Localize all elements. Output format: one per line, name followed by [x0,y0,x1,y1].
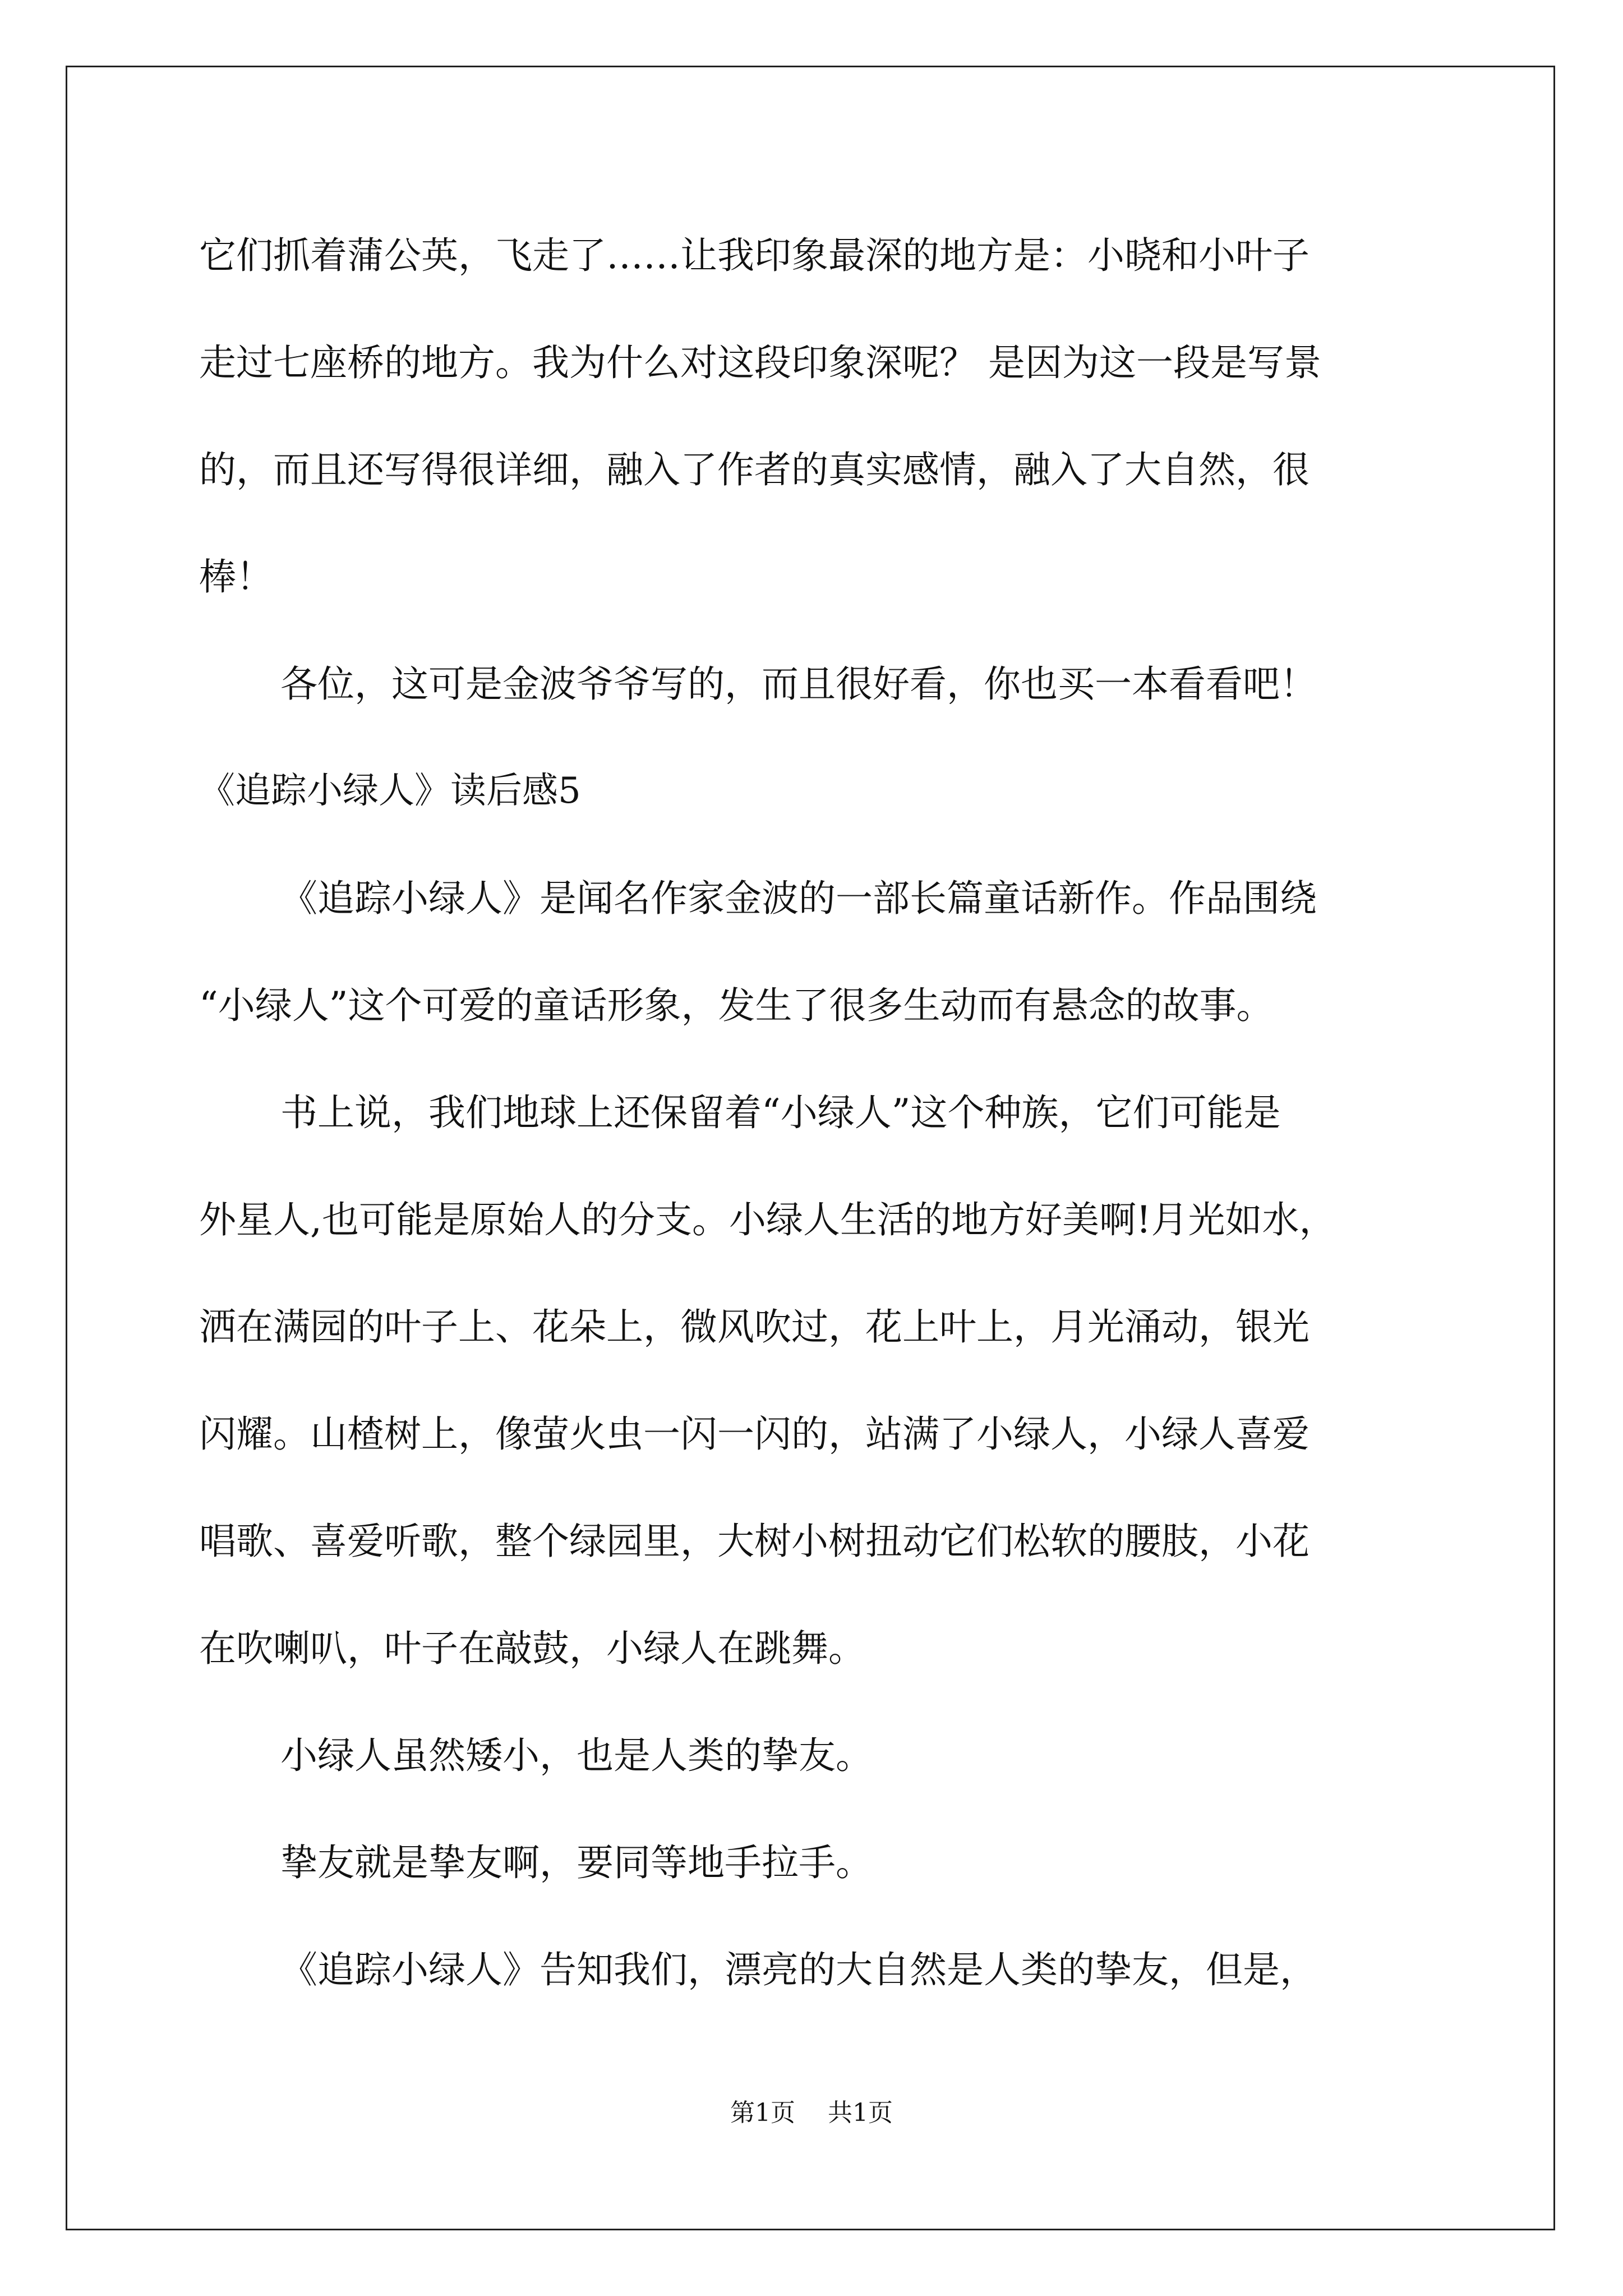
text-line-16: 挚友就是挚友啊，要同等地手拉手。 [280,1841,873,1884]
text-line-5: 各位，这可是金波爷爷写的，而且很好看，你也买一本看看吧！ [280,662,1317,706]
text-line-4: 棒！ [199,555,273,599]
document-body [199,202,1427,2023]
text-line-1: 它们抓着蒲公英，飞走了……让我印象最深的地方是：小晓和小叶子 [199,234,1310,277]
page-footer [0,2092,1623,2128]
text-line-13: 唱歌、喜爱听歌，整个绿园里，大树小树扭动它们松软的腰肢，小花 [199,1520,1310,1563]
text-line-12: 闪耀。山楂树上，像萤火虫一闪一闪的，站满了小绿人，小绿人喜爱 [199,1412,1310,1456]
text-line-3: 的，而且还写得很详细，融入了作者的真实感情，融入了大自然，很 [199,448,1310,491]
text-line-8: “小绿人”这个可爱的童话形象，发生了很多生动而有悬念的故事。 [199,984,1274,1027]
section-title: 《追踪小绿人》读后感5 [199,770,581,812]
text-line-9: 书上说，我们地球上还保留着“小绿人”这个种族，它们可能是 [280,1091,1281,1134]
text-line-17: 《追踪小绿人》告知我们，漂亮的大自然是人类的挚友，但是， [280,1948,1317,1991]
text-line-10: 外星人,也可能是原始人的分支。小绿人生活的地方好美啊!月光如水， [199,1198,1336,1241]
text-line-2: 走过七座桥的地方。我为什么对这段印象深呢？ 是因为这一段是写景 [199,341,1321,384]
text-line-14: 在吹喇叭，叶子在敲鼓，小绿人在跳舞。 [199,1627,865,1670]
text-line-7: 《追踪小绿人》是闻名作家金波的一部长篇童话新作。作品围绕 [280,877,1317,920]
text-line-15: 小绿人虽然矮小，也是人类的挚友。 [280,1734,873,1777]
text-line-11: 洒在满园的叶子上、花朵上，微风吹过，花上叶上，月光涌动，银光 [199,1305,1310,1349]
page-number: 第1页 [730,2099,795,2127]
total-pages: 共1页 [828,2099,893,2127]
